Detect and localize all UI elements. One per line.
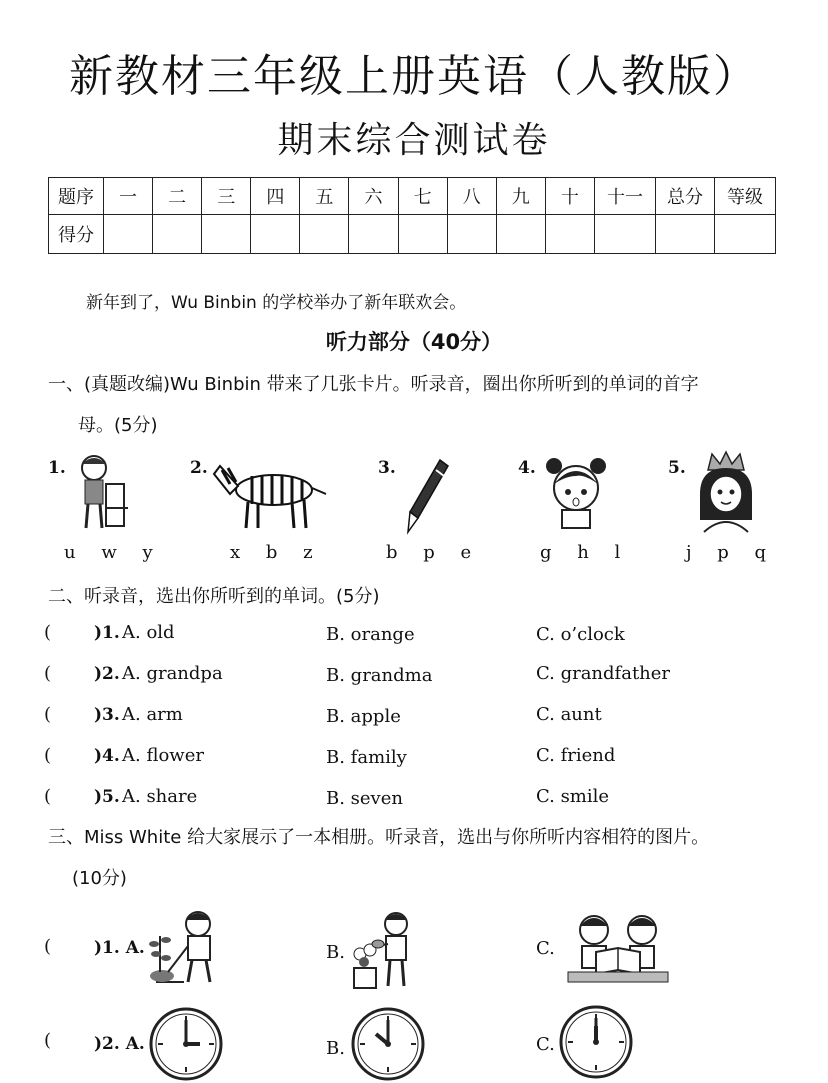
table-cell: 四 [251,178,300,215]
score-table-header-row [49,178,776,215]
q1-instruction-cont: 母。(5分) [78,415,158,436]
score-cell[interactable] [349,215,398,254]
score-table [48,177,776,254]
clock-picture [558,1004,634,1080]
option-c-label[interactable]: C. [536,1034,555,1055]
score-cell[interactable] [104,215,153,254]
q1-item-number: 5. [668,458,686,478]
clock-picture [148,1006,224,1082]
score-cell[interactable] [595,215,656,254]
answer-paren[interactable]: ( [44,936,52,957]
q2-row [0,786,828,816]
option-a[interactable]: A. share [122,786,198,807]
table-cell: 五 [300,178,349,215]
answer-paren[interactable]: ( [44,663,52,684]
document-subtitle: 期末综合测试卷 [277,120,551,161]
zebra-picture [212,460,330,532]
q2-row-number: )2. [94,664,120,684]
queen-picture [694,450,754,534]
score-cell[interactable] [202,215,251,254]
option-b[interactable]: B. seven [326,788,403,809]
q1-letter-options[interactable]: b p e [386,542,482,563]
option-c-label[interactable]: C. [536,938,555,959]
listening-section-header: 听力部分（40分） [325,330,503,354]
option-a[interactable]: A. grandpa [122,663,223,684]
q2-row-number: )3. [94,705,120,725]
boy-on-chair-picture [72,452,132,532]
table-cell: 十 [545,178,594,215]
option-b-label[interactable]: B. [326,942,345,963]
table-cell: 一 [104,178,153,215]
score-cell[interactable] [251,215,300,254]
score-cell[interactable] [656,215,715,254]
option-b[interactable]: B. grandma [326,665,433,686]
score-cell[interactable] [545,215,594,254]
answer-paren[interactable]: ( [44,704,52,725]
table-cell: 六 [349,178,398,215]
q2-instruction: 二、听录音，选出你所听到的单词。(5分) [48,586,380,607]
intro-text: 新年到了，Wu Binbin 的学校举办了新年联欢会。 [86,293,467,313]
option-b[interactable]: B. apple [326,706,401,727]
table-cell: 等级 [715,178,776,215]
q3-row-number: )2. A. [94,1034,145,1054]
option-b-label[interactable]: B. [326,1038,345,1059]
boy-watering-flowers-picture [348,908,418,990]
boy-planting-tree-picture [148,906,222,986]
pen-picture [400,456,450,536]
table-cell: 十一 [595,178,656,215]
q3-instruction-cont: (10分) [72,868,127,889]
q2-row-number: )4. [94,746,120,766]
q1-instruction: 一、(真题改编)Wu Binbin 带来了几张卡片。听录音，圈出你所听到的单词的首字 [48,374,699,395]
q2-row [0,622,828,652]
answer-paren[interactable]: ( [44,622,52,643]
option-c[interactable]: C. o’clock [536,624,625,645]
score-cell[interactable] [153,215,202,254]
score-cell[interactable] [300,215,349,254]
table-cell: 八 [447,178,496,215]
option-b[interactable]: B. orange [326,624,415,645]
q3-row-number: )1. A. [94,938,145,958]
q2-rows [0,622,828,832]
table-cell: 三 [202,178,251,215]
q2-row [0,704,828,734]
score-table-score-row [49,215,776,254]
q1-letter-options[interactable]: x b z [230,542,323,563]
document-title: 新教材三年级上册英语（人教版） [69,51,759,102]
option-a[interactable]: A. arm [122,704,183,725]
q1-letter-options[interactable]: j p q [686,542,777,563]
q2-row-number: )5. [94,787,120,807]
q3-instruction: 三、Miss White 给大家展示了一本相册。听录音，选出与你所听内容相符的图片。 [48,827,710,848]
table-cell: 总分 [656,178,715,215]
children-reading-book-picture [566,908,670,986]
option-c[interactable]: C. smile [536,786,610,807]
option-b[interactable]: B. family [326,747,407,768]
q1-item-number: 1. [48,458,66,478]
answer-paren[interactable]: ( [44,745,52,766]
girl-picture [544,454,608,530]
table-cell: 题序 [49,178,104,215]
answer-paren[interactable]: ( [44,1030,52,1051]
table-cell: 七 [398,178,447,215]
q2-row [0,745,828,775]
q1-item-number: 3. [378,458,396,478]
option-c[interactable]: C. aunt [536,704,602,725]
table-cell: 得分 [49,215,104,254]
q1-letter-options[interactable]: u w y [64,542,163,563]
score-cell[interactable] [398,215,447,254]
option-c[interactable]: C. friend [536,745,616,766]
option-a[interactable]: A. flower [122,745,204,766]
q1-item-number: 4. [518,458,536,478]
score-cell[interactable] [447,215,496,254]
answer-paren[interactable]: ( [44,786,52,807]
clock-picture [350,1006,426,1082]
score-cell[interactable] [496,215,545,254]
option-c[interactable]: C. grandfather [536,663,671,684]
q1-item-number: 2. [190,458,208,478]
q2-row [0,663,828,693]
table-cell: 二 [153,178,202,215]
q2-row-number: )1. [94,623,120,643]
q1-letter-options[interactable]: g h l [540,542,631,563]
option-a[interactable]: A. old [122,622,175,643]
score-cell[interactable] [715,215,776,254]
table-cell: 九 [496,178,545,215]
